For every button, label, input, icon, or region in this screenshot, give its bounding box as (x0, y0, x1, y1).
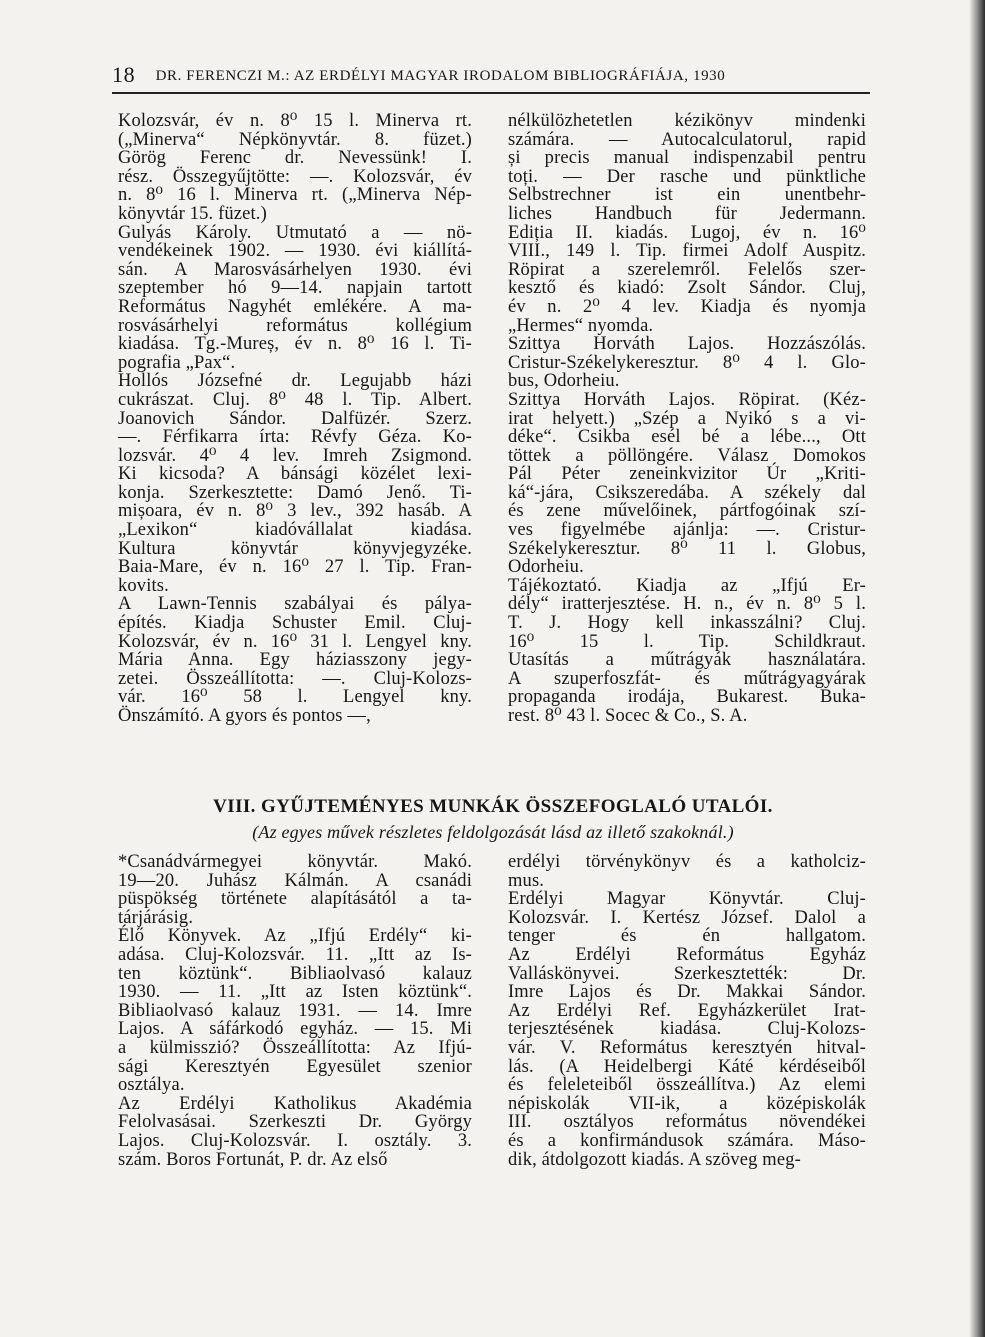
text-line: Felolvasásai. Szerkeszti Dr. György (118, 1112, 472, 1133)
text-line: Az Erdélyi Ref. Egyházkerület Irat- (508, 1000, 866, 1021)
text-line: „Lexikon“ kiadóvállalat kiadása. (118, 520, 472, 541)
text-line: püspökség története alapításától a ta- (118, 889, 472, 910)
text-line: „Hermes“ nyomda. (508, 315, 654, 336)
text-line: Mária Anna. Egy háziasszony jegy- (118, 650, 472, 671)
text-line: népiskolák VII-ik, a középiskolák (508, 1093, 866, 1114)
text-line: Kolozsvár, év n. 16⁰ 31 l. Lengyel kny. (118, 631, 472, 652)
text-line: n. 8⁰ 16 l. Minerva rt. („Minerva Nép- (118, 185, 472, 206)
text-line: vár. V. Református keresztyén hitval- (508, 1037, 866, 1058)
text-line: Székelykeresztur. 8⁰ 11 l. Globus, (508, 538, 866, 559)
text-line: Bibliaolvasó kalauz 1931. — 14. Imre (118, 1000, 472, 1021)
text-line: bus, Odorheiu. (508, 371, 620, 392)
text-line: Selbstrechner ist ein unentbehr- (508, 185, 866, 206)
text-line: („Minerva“ Népkönyvtár. 8. füzet.) (118, 129, 472, 150)
text-line: nélkülözhetetlen kézikönyv mindenki (508, 111, 866, 131)
text-line: Kolozsvár. I. Kertész József. Dalol a (508, 907, 866, 928)
text-line: Kolozsvár, év n. 8⁰ 15 l. Minerva rt. (118, 111, 472, 131)
text-line: pografia „Pax“. (118, 352, 236, 373)
text-line: számára. — Autocalculatorul, rapid (508, 129, 866, 150)
text-line: Pál Péter zeneinkvizitor Úr „Kriti- (508, 464, 866, 485)
text-line: és feleleteiből összeállítva.) Az elemi (508, 1075, 866, 1096)
text-line: sági Keresztyén Egyesület szenior (118, 1056, 472, 1077)
section-subtitle: (Az egyes művek részletes feldolgozását lásd az illető szakoknál.) (252, 822, 734, 842)
text-line: erdélyi törvénykönyv és a katholciz- (508, 852, 866, 872)
text-line: Baia-Mare, év n. 16⁰ 27 l. Tip. Fran- (118, 557, 472, 578)
text-line: VIII., 149 l. Tip. firmei Adolf Auspitz. (508, 241, 866, 262)
text-line: A Lawn-Tennis szabályai és pálya- (118, 594, 472, 615)
text-line: Szittya Horváth Lajos. Röpirat. (Kéz- (508, 389, 866, 410)
text-line: töttek a pöllöngére. Válasz Domokos (508, 445, 866, 466)
text-line: kesztő és kiadó: Zsolt Sándor. Cluj, (508, 278, 866, 299)
text-line: dik, átdolgozott kiadás. A szöveg meg- (508, 1149, 801, 1170)
text-line: 19—20. Juhász Kálmán. A csanádi (118, 870, 472, 891)
text-line: irat helyett.) „Szép a Nyikó s a vi- (508, 408, 866, 429)
text-line: zetei. Összeállította: —. Cluj-Kolozs- (118, 668, 472, 689)
text-line: könyvtár 15. füzet.) (118, 203, 267, 224)
text-line: szeptember hó 9—14. napjain tartott (118, 278, 472, 299)
text-line: déke“. Csikba esél bé a lébe..., Ott (508, 427, 866, 448)
text-line: kovits. (118, 575, 169, 596)
text-line: Lajos. A sáfárkodó egyház. — 15. Mi (118, 1019, 472, 1040)
text-line: a külmisszió? Összeállította: Az Ifjú- (118, 1037, 472, 1058)
text-line: Kultura könyvtár könyvjegyzéke. (118, 538, 472, 559)
column-top-left (118, 112, 472, 726)
header-title: DR. FERENCZI M.: AZ ERDÉLYI MAGYAR IRODALOM BIBLIOGRÁFIÁJA, 1930 (155, 68, 726, 84)
text-line: lozsvár. 4⁰ 4 lev. Imreh Zsigmond. (118, 445, 472, 466)
text-line: propaganda irodája, Bukarest. Buka- (508, 687, 866, 708)
text-line: ká“-jára, Csikszeredába. A székely dal (508, 482, 866, 503)
text-line: 1930. — 11. „Itt az Isten köztünk“. (118, 982, 472, 1003)
text-line: Imre Lajos és Dr. Makkai Sándor. (508, 982, 866, 1003)
text-line: A szuperfoszfát- és műtrágyagyárak (508, 668, 866, 689)
text-line: és a konfirmándusok számára. Máso- (508, 1130, 866, 1151)
text-line: Hollós Józsefné dr. Legujabb házi (118, 371, 472, 392)
text-line: ves figyelmébe ajánlja: —. Cristur- (508, 520, 866, 541)
text-line: Református Nagyhét emlékére. A ma- (118, 296, 472, 317)
text-line: Ki kicsoda? A bánsági közélet lexi- (118, 464, 472, 485)
text-line: Utasítás a műtrágyák használatára. (508, 650, 866, 671)
text-line: rest. 8⁰ 43 l. Socec & Co., S. A. (508, 706, 748, 726)
text-line: și precis manual indispenzabil pentru (508, 148, 866, 169)
column-bottom-left (118, 853, 472, 1169)
text-line: mișoara, év n. 8⁰ 3 lev., 392 hasáb. A (118, 501, 472, 522)
text-line: év n. 2⁰ 4 lev. Kiadja és nyomja (508, 296, 866, 317)
header-rule (112, 92, 870, 94)
text-line: Élő Könyvek. Az „Ifjú Erdély“ ki- (118, 926, 472, 947)
text-line: Erdélyi Magyar Könyvtár. Cluj- (508, 889, 866, 910)
page-number: 18 (112, 62, 136, 87)
text-line: terjesztésének kiadása. Cluj-Kolozs- (508, 1019, 866, 1040)
text-line: toți. — Der rasche und pünktliche (508, 166, 866, 187)
text-line: —. Férfikarra írta: Révfy Géza. Ko- (118, 427, 472, 448)
text-line: tárjárásig. (118, 907, 194, 928)
text-line: Az Erdélyi Református Egyház (508, 944, 866, 965)
running-header (112, 62, 872, 92)
text-line: Gulyás Károly. Utmutató a — nö- (118, 222, 472, 243)
section-title: VIII. GYŰJTEMÉNYES MUNKÁK ÖSSZEFOGLALÓ UTALÓI. (213, 796, 773, 817)
text-line: szám. Boros Fortunát, P. dr. Az első (118, 1149, 388, 1170)
text-line: 16⁰ 15 l. Tip. Schildkraut. (508, 631, 866, 652)
text-line: Röpirat a szerelemről. Felelős szer- (508, 259, 866, 280)
text-line: vendékeinek 1902. — 1930. évi kiállítá- (118, 241, 472, 262)
text-line: sán. A Marosvásárhelyen 1930. évi (118, 259, 472, 280)
text-line: Joanovich Sándor. Dalfüzér. Szerz. (118, 408, 472, 429)
text-line: III. osztályos református növendékei (508, 1112, 866, 1133)
page-edge-shadow (969, 0, 985, 1337)
text-line: T. J. Hogy kell inkasszálni? Cluj. (508, 613, 866, 634)
column-bottom-right (508, 853, 866, 1169)
text-line: és zene művelőinek, pártfogóinak szí- (508, 501, 866, 522)
text-line: adása. Cluj-Kolozsvár. 11. „Itt az Is- (118, 944, 472, 965)
text-line: liches Handbuch für Jedermann. (508, 203, 866, 224)
text-line: tenger és én hallgatom. (508, 926, 866, 947)
text-line: vár. 16⁰ 58 l. Lengyel kny. (118, 687, 472, 708)
text-line: Tájékoztató. Kiadja az „Ifjú Er- (508, 575, 866, 596)
text-line: mus. (508, 870, 545, 891)
text-line: dély“ iratterjesztése. H. n., év n. 8⁰ 5 l. (508, 594, 866, 615)
text-line: rosvásárhelyi református kollégium (118, 315, 472, 336)
text-line: Ediția II. kiadás. Lugoj, év n. 16⁰ (508, 222, 866, 243)
text-line: Odorheiu. (508, 557, 584, 578)
text-line: Valláskönyvei. Szerkesztették: Dr. (508, 963, 866, 984)
text-line: Önszámító. A gyors és pontos —, (118, 706, 371, 726)
text-line: kiadása. Tg.-Mureș, év n. 8⁰ 16 l. Ti- (118, 334, 472, 355)
text-line: építés. Kiadja Schuster Emil. Cluj- (118, 613, 472, 634)
text-line: Az Erdélyi Katholikus Akadémia (118, 1093, 472, 1114)
text-line: lás. (A Heidelbergi Káté kérdéseiből (508, 1056, 866, 1077)
text-line: Görög Ferenc dr. Nevessünk! I. (118, 148, 472, 169)
text-line: cukrászat. Cluj. 8⁰ 48 l. Tip. Albert. (118, 389, 472, 410)
text-line: Cristur-Székelykeresztur. 8⁰ 4 l. Glo- (508, 352, 866, 373)
text-line: Lajos. Cluj-Kolozsvár. I. osztály. 3. (118, 1130, 472, 1151)
column-top-right (508, 112, 866, 726)
text-line: osztálya. (118, 1075, 185, 1096)
text-line: konja. Szerkesztette: Damó Jenő. Ti- (118, 482, 472, 503)
text-line: *Csanádvármegyei könyvtár. Makó. (118, 852, 472, 872)
text-line: rész. Összegyűjtötte: —. Kolozsvár, év (118, 166, 472, 187)
text-line: ten köztünk“. Bibliaolvasó kalauz (118, 963, 472, 984)
text-line: Szittya Horváth Lajos. Hozzászólás. (508, 334, 866, 355)
